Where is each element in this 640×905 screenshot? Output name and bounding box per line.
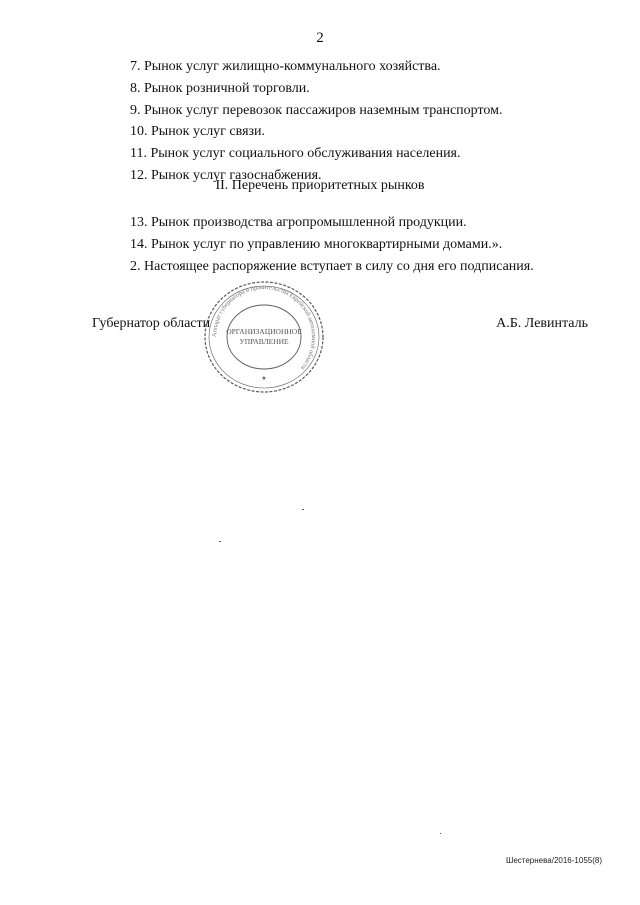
list-item: 14. Рынок услуг по управлению многоквартирными домами.». [130,236,503,252]
priority-market-list [130,212,600,277]
stamp-ring-text: Аппарат губернатора и правительства Еврейской автономной области [210,283,318,372]
list-item: 10. Рынок услуг связи. [130,124,266,140]
stamp-center-line2: УПРАВЛЕНИЕ [239,337,289,346]
page-number: 2 [316,30,324,46]
list-item: 9. Рынок услуг перевозок пассажиров наземным транспортом. [130,102,503,118]
document-reference: Шестернева/2016-1055(8) [506,856,602,865]
list-item: 13. Рынок производства агропромышленной продукции. [130,215,467,230]
scan-speck [219,541,221,542]
market-list-continuation [130,56,590,187]
list-item: 12. Рынок услуг газоснабжения. [130,167,322,183]
section-heading: II. Перечень приоритетных рынков [215,178,425,193]
signature-block [0,316,640,340]
list-item: 11. Рынок услуг социального обслуживания населения. [130,146,461,162]
scan-speck [440,833,441,834]
stamp-center-line1: ОРГАНИЗАЦИОННОЕ [226,327,302,336]
list-item: 7. Рынок услуг жилищно-коммунального хозяйства. [130,59,441,74]
list-item: 8. Рынок розничной торговли. [130,80,310,96]
signatory-name: А.Б. Левинталь [496,316,588,331]
scan-speck [302,509,304,510]
svg-text:★: ★ [261,376,267,382]
effective-clause: 2. Настоящее распоряжение вступает в силу со дня его подписания. [130,258,534,274]
signatory-position: Губернатор области [92,316,211,331]
